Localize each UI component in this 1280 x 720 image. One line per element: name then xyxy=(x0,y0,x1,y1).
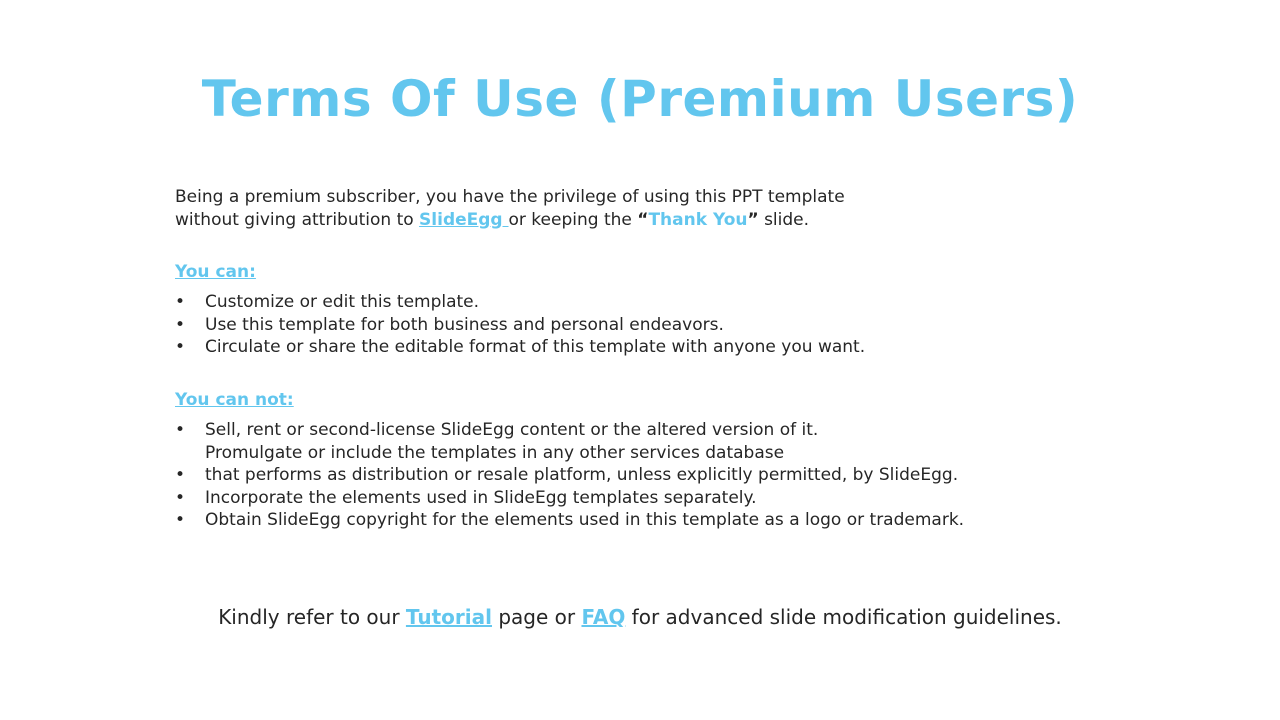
bullet-icon: • xyxy=(175,487,186,508)
list-item: • that performs as distribution or resale platform, unless explicitly permitted, by SlideEgg. xyxy=(175,465,959,486)
page-title: Terms Of Use (Premium Users) xyxy=(201,70,1079,128)
tutorial-link[interactable]: Tutorial xyxy=(405,605,492,629)
you-can-list xyxy=(175,291,1135,359)
faq-link[interactable]: FAQ xyxy=(581,605,626,629)
you-can-not-list xyxy=(175,419,1135,532)
bullet-icon: • xyxy=(175,420,186,440)
list-item: • Sell, rent or second-license SlideEgg content or the altered version of it. xyxy=(175,420,819,440)
you-can-heading: You can: xyxy=(175,262,256,282)
list-item-continuation: Promulgate or include the templates in any other services database xyxy=(205,442,785,463)
intro-suffix-text: slide. xyxy=(758,210,810,230)
footer-suffix: for advanced slide modification guidelines. xyxy=(625,605,1062,629)
intro-line-1: Being a premium subscriber, you have the privilege of using this PPT template xyxy=(175,187,845,207)
open-quote: “ xyxy=(637,210,649,230)
bullet-icon: • xyxy=(175,510,186,531)
bullet-icon: • xyxy=(175,292,186,312)
bullet-icon: • xyxy=(175,314,186,335)
list-item: • Use this template for both business and personal endeavors. xyxy=(175,314,724,335)
footer-guidelines xyxy=(0,603,1280,631)
list-item: • Circulate or share the editable format of this template with anyone you want. xyxy=(175,337,866,358)
intro-paragraph xyxy=(175,186,1075,232)
list-item: • Customize or edit this template. xyxy=(175,292,480,312)
bullet-icon: • xyxy=(175,337,186,358)
intro-middle-text: or keeping the xyxy=(508,210,638,230)
intro-line-2-prefix: without giving attribution to xyxy=(175,210,420,230)
thank-you-text: Thank You xyxy=(648,210,748,230)
bullet-icon: • xyxy=(175,465,186,486)
you-can-not-heading: You can not: xyxy=(175,390,294,410)
list-item: • Obtain SlideEgg copyright for the elements used in this template as a logo or trademark. xyxy=(175,510,965,531)
slideegg-link[interactable]: SlideEgg xyxy=(419,210,509,230)
footer-prefix: Kindly refer to our xyxy=(218,605,406,629)
list-item: • Incorporate the elements used in SlideEgg templates separately. xyxy=(175,487,757,508)
footer-middle: page or xyxy=(491,605,582,629)
close-quote: ” xyxy=(747,210,759,230)
